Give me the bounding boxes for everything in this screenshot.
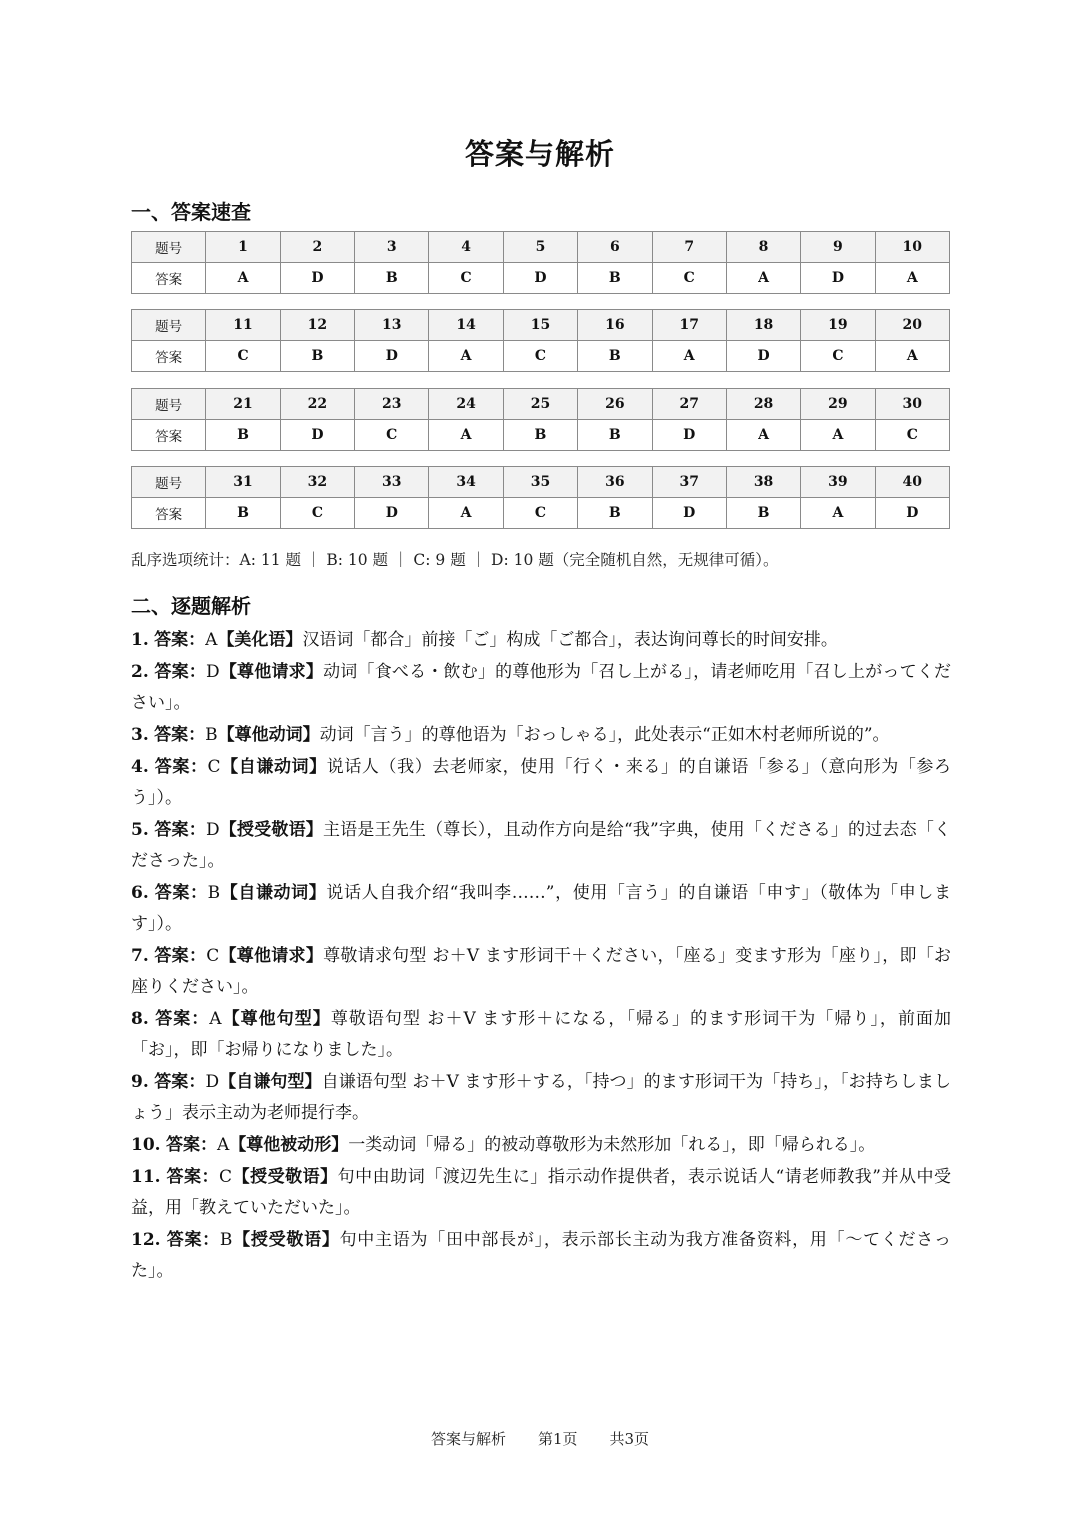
- analysis-item: [131, 657, 951, 719]
- footer-page-number: 第1页: [537, 1430, 578, 1448]
- footer-total-pages: 共3页: [609, 1430, 650, 1448]
- item-number: 5.: [131, 820, 149, 840]
- answer-cell: C: [355, 420, 429, 451]
- question-number-cell: 9: [801, 232, 875, 263]
- item-number: 1.: [131, 630, 149, 650]
- answer-label: 答案：: [154, 883, 208, 903]
- analysis-item: [131, 1225, 951, 1287]
- answer-label: 答案：: [166, 1230, 220, 1250]
- answer-cell: A: [429, 420, 503, 451]
- answer-row: [132, 420, 950, 451]
- explanation-text: 说话人（我）去老师家，使用「行く・来る」的自谦语「参る」（意向形为「参ろう」）。: [131, 757, 952, 808]
- category-tag: 【自谦句型】: [219, 1072, 322, 1092]
- explanation-text: 主语是王先生（尊长），且动作方向是给“我”字典，使用「くださる」的过去态「くださった」。: [131, 820, 952, 871]
- analysis-item: [131, 1162, 951, 1224]
- question-number-row: [132, 389, 950, 420]
- analysis-item: [131, 941, 951, 1003]
- question-number-cell: 17: [652, 310, 726, 341]
- answer-cell: B: [206, 498, 280, 529]
- explanation-text: 汉语词「都合」前接「ご」构成「ご都合」，表达询问尊长的时间安排。: [302, 630, 838, 650]
- answer-cell: A: [726, 420, 800, 451]
- question-number-cell: 4: [429, 232, 503, 263]
- answer-label: 答案：: [155, 1009, 210, 1029]
- question-number-cell: 33: [355, 467, 429, 498]
- item-number: 10.: [131, 1135, 161, 1155]
- answer-cell: D: [875, 498, 949, 529]
- question-number-cell: 22: [280, 389, 354, 420]
- analysis-item: [131, 1067, 951, 1129]
- category-tag: 【尊他句型】: [221, 1009, 331, 1029]
- analysis-item: [131, 815, 951, 877]
- row-label-answer: 答案: [132, 263, 206, 294]
- category-tag: 【尊他请求】: [219, 662, 324, 682]
- analysis-item: [131, 1004, 951, 1066]
- question-number-cell: 39: [801, 467, 875, 498]
- answer-cell: B: [578, 420, 652, 451]
- section-heading-analysis: 二、逐题解析: [131, 594, 251, 618]
- question-number-row: [132, 467, 950, 498]
- question-number-cell: 20: [875, 310, 949, 341]
- row-label-question: 题号: [132, 467, 206, 498]
- question-number-cell: 14: [429, 310, 503, 341]
- question-number-cell: 18: [726, 310, 800, 341]
- answer-cell: A: [801, 420, 875, 451]
- question-number-cell: 13: [355, 310, 429, 341]
- answer-cell: C: [801, 341, 875, 372]
- answer-cell: D: [280, 263, 354, 294]
- row-label-question: 题号: [132, 310, 206, 341]
- answer-cell: C: [652, 263, 726, 294]
- answer-letter: D: [206, 662, 220, 682]
- answer-cell: B: [280, 341, 354, 372]
- question-number-cell: 11: [206, 310, 280, 341]
- question-number-row: [132, 310, 950, 341]
- row-label-answer: 答案: [132, 341, 206, 372]
- question-number-cell: 23: [355, 389, 429, 420]
- answer-cell: A: [875, 341, 949, 372]
- explanation-text: 句中主语为「田中部長が」，表示部长主动为我方准备资料，用「～てくださった」。: [131, 1230, 952, 1281]
- analysis-list: [131, 625, 951, 1288]
- answer-letter: C: [206, 946, 220, 966]
- question-number-cell: 24: [429, 389, 503, 420]
- question-number-cell: 26: [578, 389, 652, 420]
- question-number-cell: 25: [503, 389, 577, 420]
- answer-row: [132, 498, 950, 529]
- answer-letter: B: [207, 883, 221, 903]
- answer-letter: C: [219, 1167, 233, 1187]
- answer-cell: C: [429, 263, 503, 294]
- category-tag: 【尊他被动形】: [229, 1135, 349, 1155]
- question-number-cell: 35: [503, 467, 577, 498]
- answer-table: [131, 231, 950, 294]
- question-number-cell: 7: [652, 232, 726, 263]
- row-label-answer: 答案: [132, 420, 206, 451]
- answer-letter: A: [209, 1009, 222, 1029]
- question-number-cell: 37: [652, 467, 726, 498]
- answer-cell: B: [578, 263, 652, 294]
- question-number-row: [132, 232, 950, 263]
- answer-cell: C: [206, 341, 280, 372]
- item-number: 7.: [131, 946, 149, 966]
- category-tag: 【自谦动词】: [220, 883, 327, 903]
- answer-label: 答案：: [154, 630, 206, 650]
- answer-label: 答案：: [166, 1167, 220, 1187]
- question-number-cell: 27: [652, 389, 726, 420]
- analysis-item: [131, 720, 951, 751]
- row-label-answer: 答案: [132, 498, 206, 529]
- analysis-item: [131, 752, 951, 814]
- answer-table: [131, 466, 950, 529]
- answer-row: [132, 263, 950, 294]
- footer-doc-name: 答案与解析: [430, 1430, 506, 1448]
- analysis-item: [131, 1130, 951, 1161]
- section-heading-answers: 一、答案速查: [131, 200, 251, 224]
- page-footer: [0, 1428, 1080, 1449]
- row-label-question: 题号: [132, 232, 206, 263]
- answer-cell: D: [652, 420, 726, 451]
- page-title: 答案与解析: [464, 137, 615, 171]
- item-number: 3.: [131, 725, 149, 745]
- category-tag: 【尊他请求】: [219, 946, 324, 966]
- answer-label: 答案：: [154, 820, 206, 840]
- item-number: 8.: [131, 1009, 149, 1029]
- answer-cell: A: [726, 263, 800, 294]
- category-tag: 【授受敬语】: [232, 1230, 340, 1250]
- category-tag: 【美化语】: [217, 630, 303, 650]
- question-number-cell: 40: [875, 467, 949, 498]
- answer-cell: A: [429, 498, 503, 529]
- answer-letter: B: [205, 725, 218, 745]
- explanation-text: 动词「食べる・飲む」的尊他形为「召し上がる」，请老师吃用「召し上がってください」。: [131, 662, 952, 713]
- answer-table: [131, 388, 950, 451]
- explanation-text: 动词「言う」的尊他语为「おっしゃる」，此处表示“正如木村老师所说的”。: [319, 725, 890, 745]
- answer-cell: C: [503, 341, 577, 372]
- item-number: 11.: [131, 1167, 161, 1187]
- question-number-cell: 19: [801, 310, 875, 341]
- explanation-text: 自谦语句型 お＋V ます形＋する，「持つ」的ます形词干为「持ち」，「お持ちしましょう」表示主动为老师提行李。: [131, 1072, 952, 1123]
- category-tag: 【自谦动词】: [220, 757, 327, 777]
- answer-cell: A: [652, 341, 726, 372]
- answer-cell: D: [355, 341, 429, 372]
- answer-cell: B: [726, 498, 800, 529]
- answer-table: [131, 309, 950, 372]
- question-number-cell: 36: [578, 467, 652, 498]
- explanation-text: 句中由助词「渡辺先生に」指示动作提供者，表示说话人“请老师教我”并从中受益，用「教えていただいた」。: [131, 1167, 952, 1218]
- question-number-cell: 28: [726, 389, 800, 420]
- answer-letter: B: [219, 1230, 233, 1250]
- question-number-cell: 15: [503, 310, 577, 341]
- answer-cell: D: [726, 341, 800, 372]
- answer-label: 答案：: [154, 662, 206, 682]
- answer-cell: C: [875, 420, 949, 451]
- answer-cell: B: [355, 263, 429, 294]
- answer-cell: C: [280, 498, 354, 529]
- answer-cell: D: [355, 498, 429, 529]
- answer-letter: C: [207, 757, 221, 777]
- answer-cell: D: [280, 420, 354, 451]
- question-number-cell: 2: [280, 232, 354, 263]
- item-number: 2.: [131, 662, 149, 682]
- answer-letter: A: [216, 1135, 230, 1155]
- answer-label: 答案：: [154, 1072, 206, 1092]
- answer-label: 答案：: [165, 1135, 217, 1155]
- answer-cell: A: [429, 341, 503, 372]
- question-number-cell: 1: [206, 232, 280, 263]
- question-number-cell: 32: [280, 467, 354, 498]
- analysis-item: [131, 878, 951, 940]
- category-tag: 【授受敬语】: [232, 1167, 338, 1187]
- question-number-cell: 8: [726, 232, 800, 263]
- answer-cell: A: [801, 498, 875, 529]
- answer-label: 答案：: [154, 946, 207, 966]
- answer-cell: B: [578, 498, 652, 529]
- item-number: 12.: [131, 1230, 161, 1250]
- question-number-cell: 16: [578, 310, 652, 341]
- category-tag: 【尊他动词】: [217, 725, 320, 745]
- explanation-text: 说话人自我介绍“我叫李……”，使用「言う」的自谦语「申す」（敬体为「申します」）。: [131, 883, 952, 934]
- option-statistics: 乱序选项统计：A: 11 题 ｜ B: 10 题 ｜ C: 9 题 ｜ D: 10 题（完全随机自然，无规律可循）。: [131, 551, 779, 569]
- answer-cell: C: [503, 498, 577, 529]
- answer-row: [132, 341, 950, 372]
- answer-label: 答案：: [154, 757, 208, 777]
- explanation-text: 尊敬请求句型 お＋V ます形词干＋ください，「座る」变ます形为「座り」，即「お座りください」。: [131, 946, 951, 997]
- question-number-cell: 31: [206, 467, 280, 498]
- answer-cell: B: [578, 341, 652, 372]
- answer-letter: A: [205, 630, 218, 650]
- question-number-cell: 5: [503, 232, 577, 263]
- answer-cell: D: [801, 263, 875, 294]
- question-number-cell: 12: [280, 310, 354, 341]
- answer-cell: B: [206, 420, 280, 451]
- row-label-question: 题号: [132, 389, 206, 420]
- category-tag: 【授受敬语】: [219, 820, 323, 840]
- answer-cell: A: [206, 263, 280, 294]
- question-number-cell: 29: [801, 389, 875, 420]
- analysis-item: [131, 625, 951, 656]
- answer-label: 答案：: [154, 725, 206, 745]
- answer-cell: D: [652, 498, 726, 529]
- question-number-cell: 38: [726, 467, 800, 498]
- question-number-cell: 3: [355, 232, 429, 263]
- item-number: 6.: [131, 883, 149, 903]
- answer-cell: B: [503, 420, 577, 451]
- question-number-cell: 21: [206, 389, 280, 420]
- answer-letter: D: [205, 820, 220, 840]
- item-number: 4.: [131, 757, 149, 777]
- explanation-text: 一类动词「帰る」的被动尊敬形为未然形加「れる」，即「帰られる」。: [348, 1135, 876, 1155]
- question-number-cell: 30: [875, 389, 949, 420]
- explanation-text: 尊敬语句型 お＋V ます形＋になる，「帰る」的ます形词干为「帰り」，前面加「お」，即「お帰りになりました」。: [131, 1009, 952, 1060]
- question-number-cell: 10: [875, 232, 949, 263]
- question-number-cell: 34: [429, 467, 503, 498]
- answer-cell: D: [503, 263, 577, 294]
- item-number: 9.: [131, 1072, 149, 1092]
- answer-cell: A: [875, 263, 949, 294]
- answer-letter: D: [205, 1072, 220, 1092]
- question-number-cell: 6: [578, 232, 652, 263]
